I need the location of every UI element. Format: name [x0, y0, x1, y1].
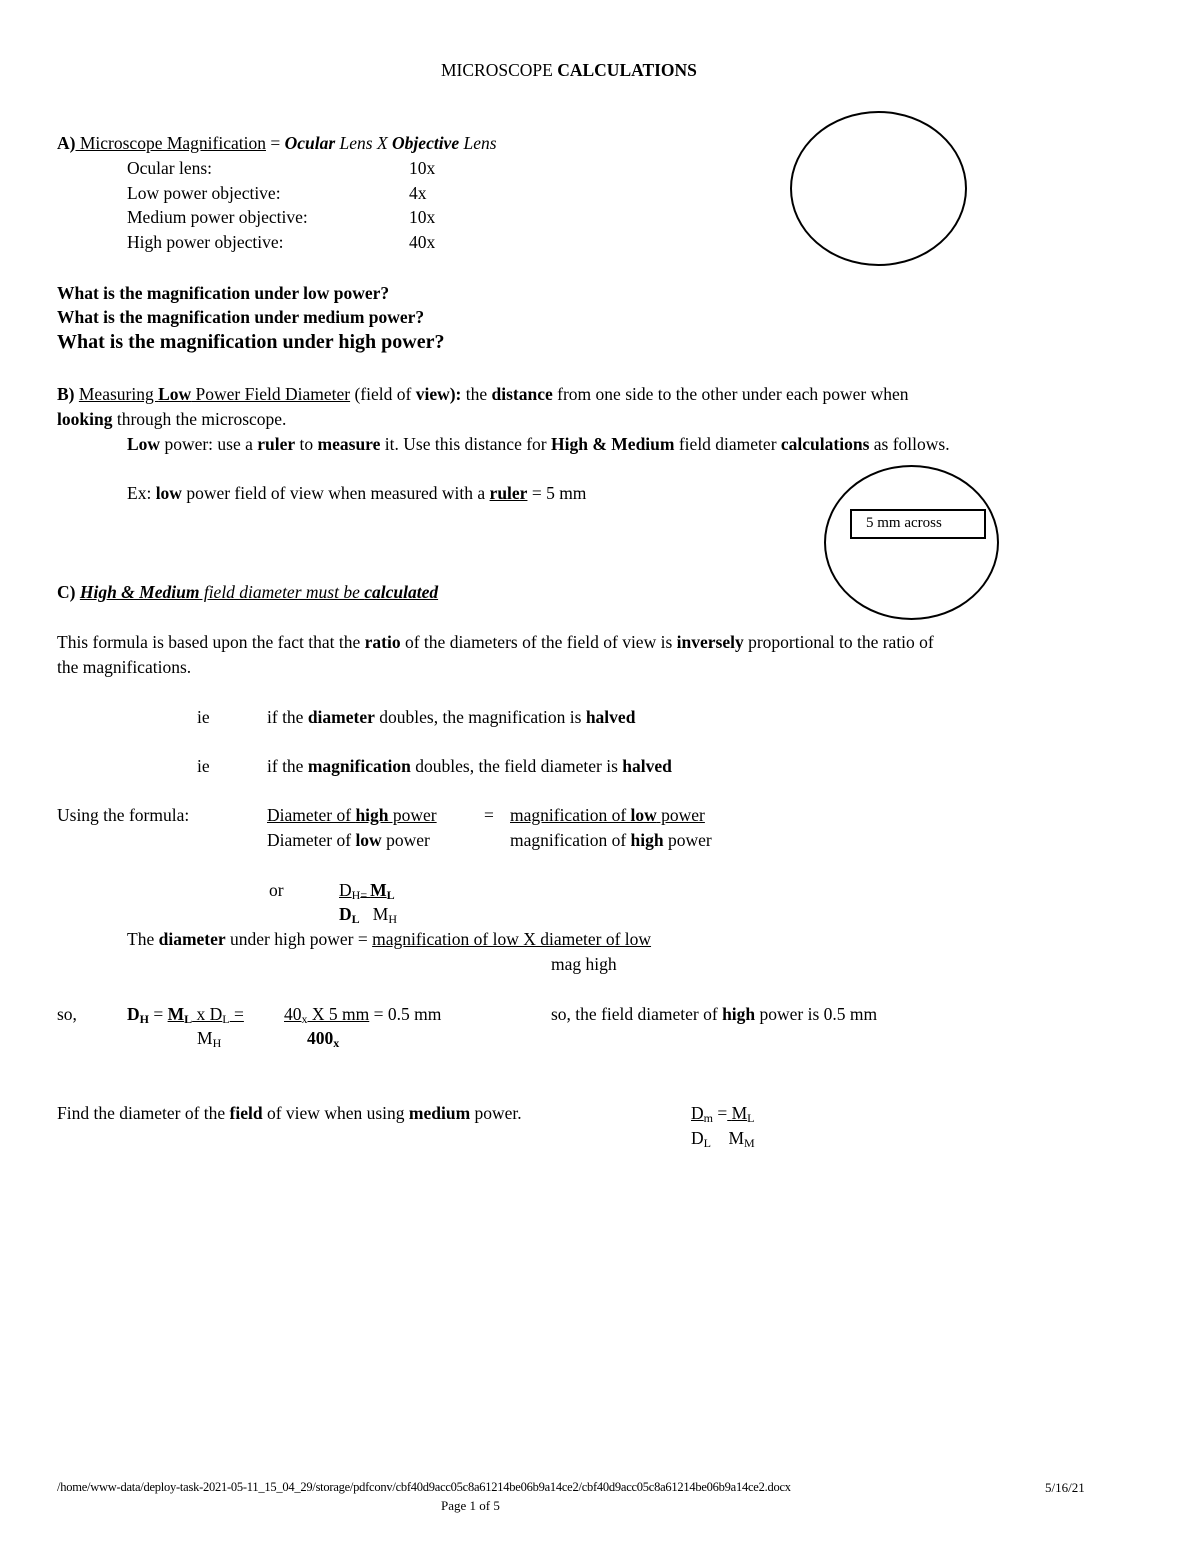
lens-label-high: High power objective:	[127, 232, 284, 252]
section-b-heading: B) Measuring Low Power Field Diameter (field of view): the distance from one side to the other under each power when	[57, 384, 909, 404]
lens-value-low: 4x	[409, 183, 427, 203]
section-a-heading: A) Microscope Magnification = Ocular Lens X Objective Lens	[57, 133, 497, 153]
example-line: Ex: low power field of view when measured with a ruler = 5 mm	[127, 483, 587, 503]
formula-basis-line1: This formula is based upon the fact that the ratio of the diameters of the field of view is inversely proportional to the ratio of	[57, 632, 934, 652]
lens-label-medium: Medium power objective:	[127, 207, 308, 227]
lens-value-high: 40x	[409, 232, 436, 252]
mag-high-label: mag high	[551, 954, 617, 974]
medium-power-question: Find the diameter of the field of view when using medium power.	[57, 1103, 522, 1123]
using-formula-label: Using the formula:	[57, 805, 190, 825]
formula-basis-line2: the magnifications.	[57, 657, 192, 677]
lens-value-medium: 10x	[409, 207, 436, 227]
so-label: so,	[57, 1004, 77, 1024]
lens-value-ocular: 10x	[409, 158, 436, 178]
worked-example-denominator-value: $400_x$	[307, 1028, 340, 1050]
formula-lhs-numerator: Diameter of high power	[267, 805, 437, 825]
ie-line-2: if the magnification doubles, the field diameter is halved	[267, 756, 672, 776]
page-title: MICROSCOPE CALCULATIONS	[441, 60, 697, 80]
short-formula-numerator: $D_{H=}$ $M_L$	[339, 880, 395, 902]
question-medium: What is the magnification under medium power?	[57, 307, 425, 327]
section-c-heading: C) High & Medium field diameter must be calculated	[57, 582, 439, 602]
field-of-view-circle	[790, 111, 967, 266]
footer-page-number: Page 1 of 5	[441, 1498, 500, 1513]
formula-rhs-numerator: magnification of low power	[510, 805, 705, 825]
formula-lhs-denominator: Diameter of low power	[267, 830, 430, 850]
ie-label-2: ie	[197, 756, 210, 776]
footer-file-path: /home/www-data/deploy-task-2021-05-11_15_04_29/storage/pdfconv/cbf40d9acc05c8a61214be06b9a14ce2/cbf40d9acc05c8a61214be06b9a14ce2.docx	[57, 1480, 791, 1494]
formula-rhs-denominator: magnification of high power	[510, 830, 712, 850]
ruler-box: 5 mm across	[850, 509, 986, 539]
diameter-under-high-line: The diameter under high power = magnification of low X diameter of low	[127, 929, 652, 949]
worked-example-denominator-mh: $M_H$	[197, 1028, 222, 1050]
ruler-field-circle	[824, 465, 999, 620]
section-b-low-power: Low power: use a ruler to measure it. Use this distance for High & Medium field diameter calculations as follows.	[127, 434, 950, 454]
question-low: What is the magnification under low power?	[57, 283, 390, 303]
worked-example-numerator: $D_H = M_L$ x $D_L$ =	[127, 1004, 244, 1026]
ie-label-1: ie	[197, 707, 210, 727]
medium-formula-denominator: $D_L$ $M_M$	[691, 1128, 755, 1150]
footer-date: 5/16/21	[1045, 1480, 1085, 1495]
or-label: or	[269, 880, 284, 900]
short-formula-denominator: $D_L$ $M_H$	[339, 904, 398, 926]
worked-example-result: $40_x$ X 5 mm = 0.5 mm	[284, 1004, 442, 1026]
worked-example-conclusion: so, the field diameter of high power is 0.5 mm	[551, 1004, 878, 1024]
lens-label-ocular: Ocular lens:	[127, 158, 213, 178]
section-b-line2: looking through the microscope.	[57, 409, 287, 429]
ie-line-1: if the diameter doubles, the magnification is halved	[267, 707, 636, 727]
formula-equals: =	[484, 805, 494, 825]
question-high: What is the magnification under high power?	[57, 331, 445, 353]
medium-formula-numerator: $D_m = M_L$	[691, 1103, 755, 1125]
lens-label-low: Low power objective:	[127, 183, 281, 203]
